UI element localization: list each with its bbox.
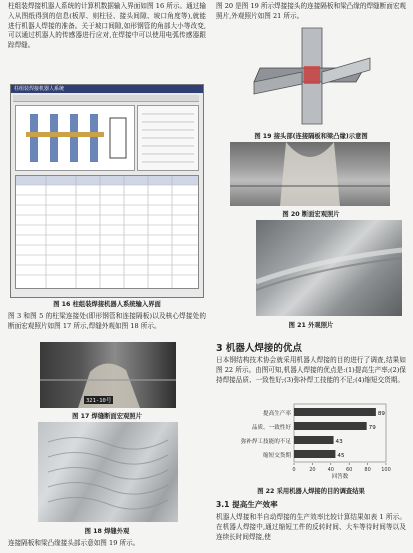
weld-zone-highlight [304, 66, 320, 84]
left-para-1: 柱组装焊接机器人系统的计算机数据输入界面如图 16 所示。通过输入从图纸得到的信息(板厚、则柱径、接头间隙、坡口角度等),就能进行机器人焊接的准备。关于坡口间隙,如形钢管的角部大小等改变,可以通过机器人的传感器进行应对,在焊接中可以使用电弧传感器跟踪焊缝。 [8, 2, 206, 50]
data-table-grid [16, 176, 198, 288]
fig22-bar-chart [216, 400, 406, 484]
bar [294, 450, 335, 458]
section-3-heading: 3 机器人焊接的优点 [216, 343, 302, 354]
data-label: 79 [368, 425, 376, 431]
fig19-svg [252, 24, 372, 128]
diaphragm-plate [26, 132, 104, 137]
data-table [15, 175, 199, 289]
fig21-weld-lines [256, 220, 402, 316]
subsection-3-1-heading: 3.1 提高生产效率 [216, 500, 278, 509]
data-label: 45 [337, 453, 345, 459]
x-axis-label: 回答数 [331, 474, 349, 480]
section-3-paragraph: 日本钢结构技术协会就采用机器人焊接的目的进行了调查,结果如图 22 所示。由图可知,机器人焊接的优点是:(1)提高生产率;(2)保持焊接品质、一致性好;(3)弥补焊工技能的不足;(4)缩短交货期。 [216, 356, 406, 384]
parameter-lines [138, 106, 198, 170]
left-para-2: 图 3 和图 5 的柱梁连接处(即形钢管和连接隔板)以及核心焊接处的断面宏观照片如图 17 所示,焊缝外观如图 18 所示。 [8, 312, 206, 330]
fig21-caption: 图 21 外观照片 [288, 322, 334, 329]
fig17-macro-photo [40, 342, 176, 408]
parameter-pane [137, 105, 199, 171]
column-section-1 [30, 114, 38, 162]
x-tick-label: 60 [346, 467, 353, 473]
bar [294, 422, 367, 430]
bar [294, 408, 376, 416]
joint-diagram-svg [16, 106, 134, 170]
window-toolbar [13, 95, 199, 102]
fig18-appearance-photo [38, 422, 178, 522]
x-tick-label: 0 [292, 467, 296, 473]
fig21-appearance-photo [256, 220, 402, 316]
fig20-macro-photo [230, 142, 390, 206]
detail-outline [110, 118, 126, 158]
fig19-caption: 图 19 接头部(连接隔板和梁凸缘)示意图 [254, 133, 368, 140]
joint-diagram-pane [15, 105, 135, 171]
data-label: 89 [377, 411, 386, 417]
bar [294, 436, 334, 444]
fig20-caption: 图 20 断面宏观照片 [282, 211, 340, 218]
column-section-4 [90, 114, 98, 162]
fig16-caption: 图 16 柱组装焊接机器人系统输入界面 [53, 301, 161, 308]
data-label: 43 [335, 439, 343, 445]
fig17-caption: 图 17 焊缝断面宏观照片 [72, 413, 142, 420]
category-label: 提高生产率 [263, 411, 291, 417]
category-label: 品质、一致性好 [251, 425, 291, 431]
fig20-weld-shape [230, 142, 390, 206]
window-title-bar: 柱组装焊接机器人系统 [11, 85, 203, 93]
software-window [10, 84, 204, 298]
fig19-schematic [252, 24, 372, 128]
fig18-caption: 图 18 焊缝外观 [84, 528, 130, 535]
left-para-3: 连接隔板和梁凸缘接头部示意如图 19 所示。 [8, 539, 140, 547]
weld-ripples [38, 422, 178, 522]
column-section-3 [70, 114, 78, 162]
x-tick-label: 80 [364, 467, 371, 473]
column-section-2 [50, 114, 58, 162]
x-tick-label: 20 [309, 467, 316, 473]
category-label: 弥补焊工技能的不足 [240, 439, 291, 445]
category-label: 缩短交货期 [263, 453, 291, 459]
x-tick-label: 100 [381, 467, 391, 473]
right-para-1: 图 20 是图 19 所示焊接接头的连接隔板和梁凸缘的焊缝断面宏观照片,外观照片如图 21 所示。 [216, 2, 407, 20]
fig17-specimen-label: 321-10号 [86, 398, 112, 404]
x-tick-label: 40 [327, 467, 334, 473]
fig22-caption: 图 22 采用机器人焊接的目的调查结果 [257, 488, 365, 495]
subsection-3-1-paragraph: 机器人焊接和半自动焊接的生产效率比较计算结果如表 1 所示。在机器人焊接中,通过缩短工件的反转时间、大车等待时间等以及连续长时间焊接,使 [216, 513, 406, 541]
